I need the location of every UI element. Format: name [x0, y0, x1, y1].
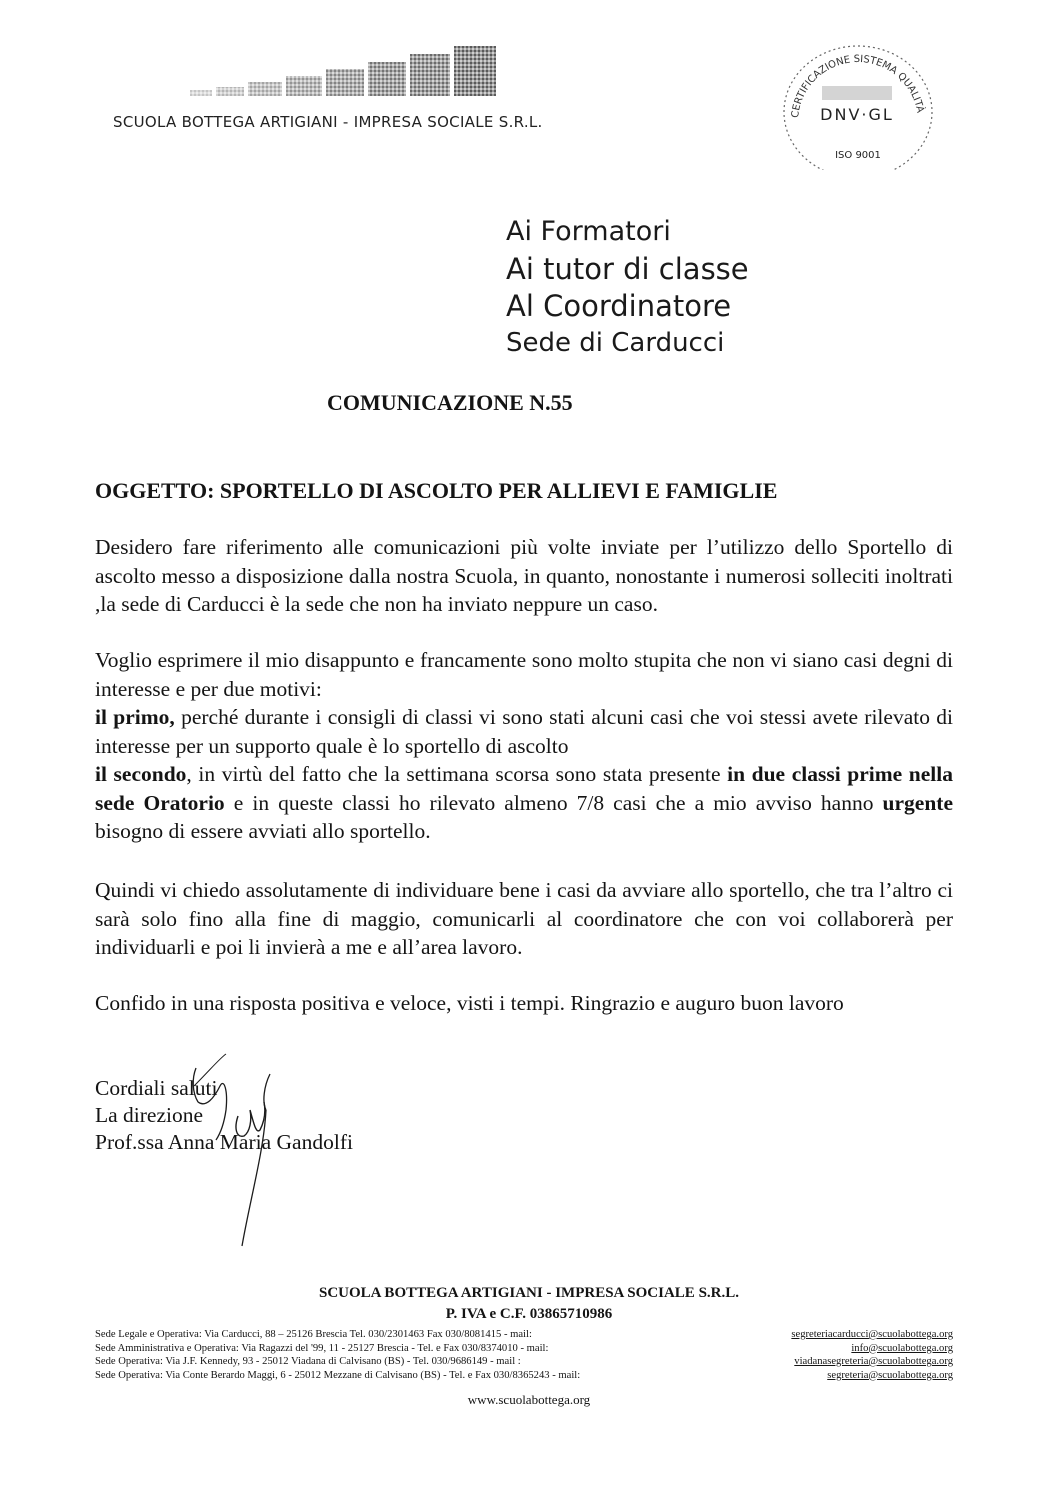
body-paragraph-4: [95, 989, 953, 1018]
address-email-link[interactable]: viadanasegreteria@scuolabottega.org: [794, 1356, 953, 1367]
footer-addresses: [95, 1328, 953, 1382]
address-text: Sede Legale e Operativa: Via Carducci, 88 – 25126 Brescia Tel. 030/2301463 Fax 030/8081415 - mail:: [95, 1329, 532, 1340]
company-name-header: SCUOLA BOTTEGA ARTIGIANI - IMPRESA SOCIALE S.R.L.: [113, 113, 543, 131]
subject-line: OGGETTO: SPORTELLO DI ASCOLTO PER ALLIEVI E FAMIGLIE: [95, 478, 778, 503]
seal-arc-text: CERTIFICAZIONE SISTEMA QUALITÀ: [790, 53, 926, 119]
first-reason-text: perché durante i consigli di classi vi sono stati alcuni casi che voi stessi avete rilevato di interesse per un supporto quale è lo sportello di ascolto: [95, 705, 953, 758]
address-row: [95, 1369, 953, 1383]
recipient-class-tutors: Ai tutor di classe: [506, 252, 749, 286]
paragraph-text: Desidero fare riferimento alle comunicazioni più volte inviate per l’utilizzo dello Sportello di ascolto messo a disposizione dalla nostra Scuola, in quanto, nonostante i numerosi solleciti inoltrati ,la sede di Carducci è la sede che non ha inviato neppure un caso.: [95, 535, 953, 616]
seal-standard: ISO 9001: [835, 150, 881, 161]
paragraph-text: Confido in una risposta positiva e veloce, visti i tempi. Ringrazio e auguro buon lavoro: [95, 991, 844, 1015]
address-text: Sede Operativa: Via Conte Berardo Maggi, 6 - 25012 Mezzane di Calvisano (BS) - Tel. e Fax 030/8365243 - mail:: [95, 1369, 581, 1381]
body-paragraph-3: [95, 876, 953, 962]
address-row: [95, 1342, 953, 1356]
paragraph-text: Voglio esprimere il mio disappunto e francamente sono molto stupita che non vi siano casi degni di interesse e per due motivi:: [95, 648, 953, 701]
signatory-name: Prof.ssa Anna Maria Gandolfi: [95, 1130, 353, 1154]
address-email-link[interactable]: segreteriacarducci@scuolabottega.org: [791, 1329, 953, 1340]
handwritten-signature: [190, 1050, 300, 1250]
footer-website-link[interactable]: www.scuolabottega.org: [467, 1392, 591, 1407]
address-text: Sede Amministrativa e Operativa: Via Ragazzi del '99, 11 - 25127 Brescia - Tel. e Fax 030/8374010 - mail:: [95, 1342, 549, 1354]
recipient-trainers: Ai Formatori: [506, 216, 671, 247]
first-reason: [95, 703, 953, 760]
footer-company-name: SCUOLA BOTTEGA ARTIGIANI - IMPRESA SOCIALE S.R.L.: [319, 1285, 739, 1301]
paragraph-text: Quindi vi chiedo assolutamente di individuare bene i casi da avviare allo sportello, che tra l’altro ci sarà solo fino alla fine di maggio, comunicarli al coordinatore che con voi collaborerà per individuarli e poi li invierà a me e all’area lavoro.: [95, 878, 953, 959]
body-paragraph-1: [95, 533, 953, 619]
seal-brand: DNV·GL: [820, 105, 894, 124]
address-row: [95, 1355, 953, 1369]
second-reason-text-a: , in virtù del fatto che la settimana scorsa sono stata presente: [186, 762, 728, 786]
urgent-emphasis: urgente: [882, 790, 953, 815]
second-reason-text-c: bisogno di essere avviati allo sportello.: [95, 819, 431, 843]
address-text: Sede Operativa: Via J.F. Kennedy, 93 - 25012 Viadana di Calvisano (BS) - Tel. 030/9686149 - mail :: [95, 1356, 521, 1367]
second-reason-emphasis: in due classi prime nella sede Oratorio: [95, 762, 953, 815]
recipient-coordinator: Al Coordinatore: [506, 289, 732, 323]
address-email-link[interactable]: segreteria@scuolabottega.org: [827, 1369, 953, 1381]
address-email-link[interactable]: info@scuolabottega.org: [851, 1342, 953, 1354]
closing-office: La direzione: [95, 1103, 204, 1127]
footer-vat-number: P. IVA e C.F. 03865710986: [445, 1306, 613, 1322]
first-reason-label: il primo,: [95, 705, 175, 729]
company-logo: [190, 42, 510, 100]
closing-greeting: Cordiali saluti: [95, 1076, 218, 1100]
body-paragraph-2: [95, 646, 953, 846]
certification-seal: [770, 30, 940, 170]
address-row: [95, 1328, 953, 1342]
recipient-site: Sede di Carducci: [506, 328, 725, 358]
second-reason-label: il secondo: [95, 762, 187, 786]
second-reason: [95, 760, 953, 846]
communication-title: COMUNICAZIONE N.55: [327, 390, 573, 415]
second-reason-text-b: e in queste classi ho rilevato almeno 7/8 casi che a mio avviso hanno: [224, 790, 883, 815]
